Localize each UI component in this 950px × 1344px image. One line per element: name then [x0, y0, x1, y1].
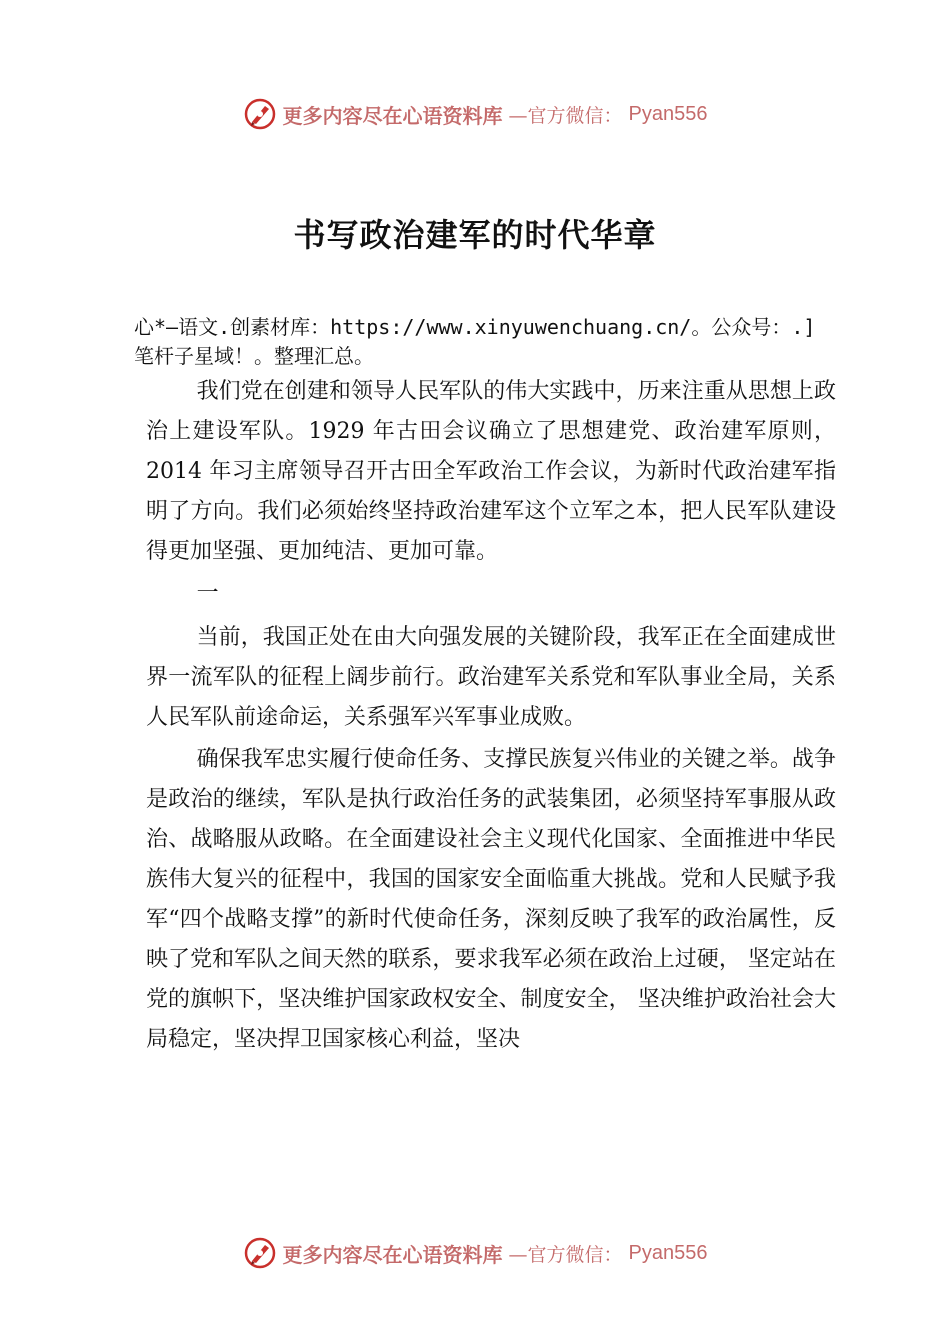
section-number: 一: [196, 581, 219, 606]
header-banner-wechat-id: Pyan556: [628, 102, 708, 125]
header-banner-main-text: 更多内容尽在心语资料库: [282, 103, 503, 128]
document-body: [146, 372, 836, 1062]
document-title: 书写政治建军的时代华章: [293, 216, 657, 254]
pen-logo-icon: [243, 1236, 277, 1270]
paragraph: 确保我军忠实履行使命任务、支撑民族复兴伟业的关键之举。战争是政治的继续，军队是执行政治任务的武装集团，必须坚持军事服从政治、战略服从政略。在全面建设社会主义现代化国家、全面推进中华民族伟大复兴的征程中，我国的国家安全面临重大挑战。党和人民赋予我军“四个战略支撑”的新时代使命任务，深刻反映了我军的政治属性，反映了党和军队之间天然的联系，要求我军必须在政治上过硬， 坚定站在党的旗帜下，坚决维护国家政权安全、制度安全， 坚决维护政治社会大局稳定，坚决捍卫国家核心利益，坚决: [146, 747, 836, 1052]
paragraph: 我们党在创建和领导人民军队的伟大实践中，历来注重从思想上政治上建设军队。1929 年古田会议确立了思想建党、政治建军原则，2014 年习主席领导召开古田全军政治工作会议，为新时代政治建军指明了方向。我们必须始终坚持政治建军这个立军之本，把人民军队建设得更加坚强、更加纯洁、更加可靠。: [146, 379, 836, 564]
header-banner-sub-text: —官方微信：: [508, 104, 623, 127]
footer-banner-main-text: 更多内容尽在心语资料库: [282, 1242, 503, 1267]
paragraph: 当前，我国正处在由大向强发展的关键阶段，我军正在全面建成世界一流军队的征程上阔步前行。政治建军关系党和军队事业全局，关系人民军队前途命运，关系强军兴军事业成败。: [146, 625, 836, 730]
pen-logo-icon: [243, 97, 277, 131]
footer-banner: [0, 1233, 950, 1273]
header-banner: [0, 94, 950, 134]
footer-banner-wechat-id: Pyan556: [628, 1241, 708, 1264]
source-note: 心*—语文.创素材库：https://www.xinyuwenchuang.cn/。公众号：.]笔杆子星域！。整理汇总。: [134, 315, 816, 368]
footer-banner-sub-text: —官方微信：: [508, 1243, 623, 1266]
